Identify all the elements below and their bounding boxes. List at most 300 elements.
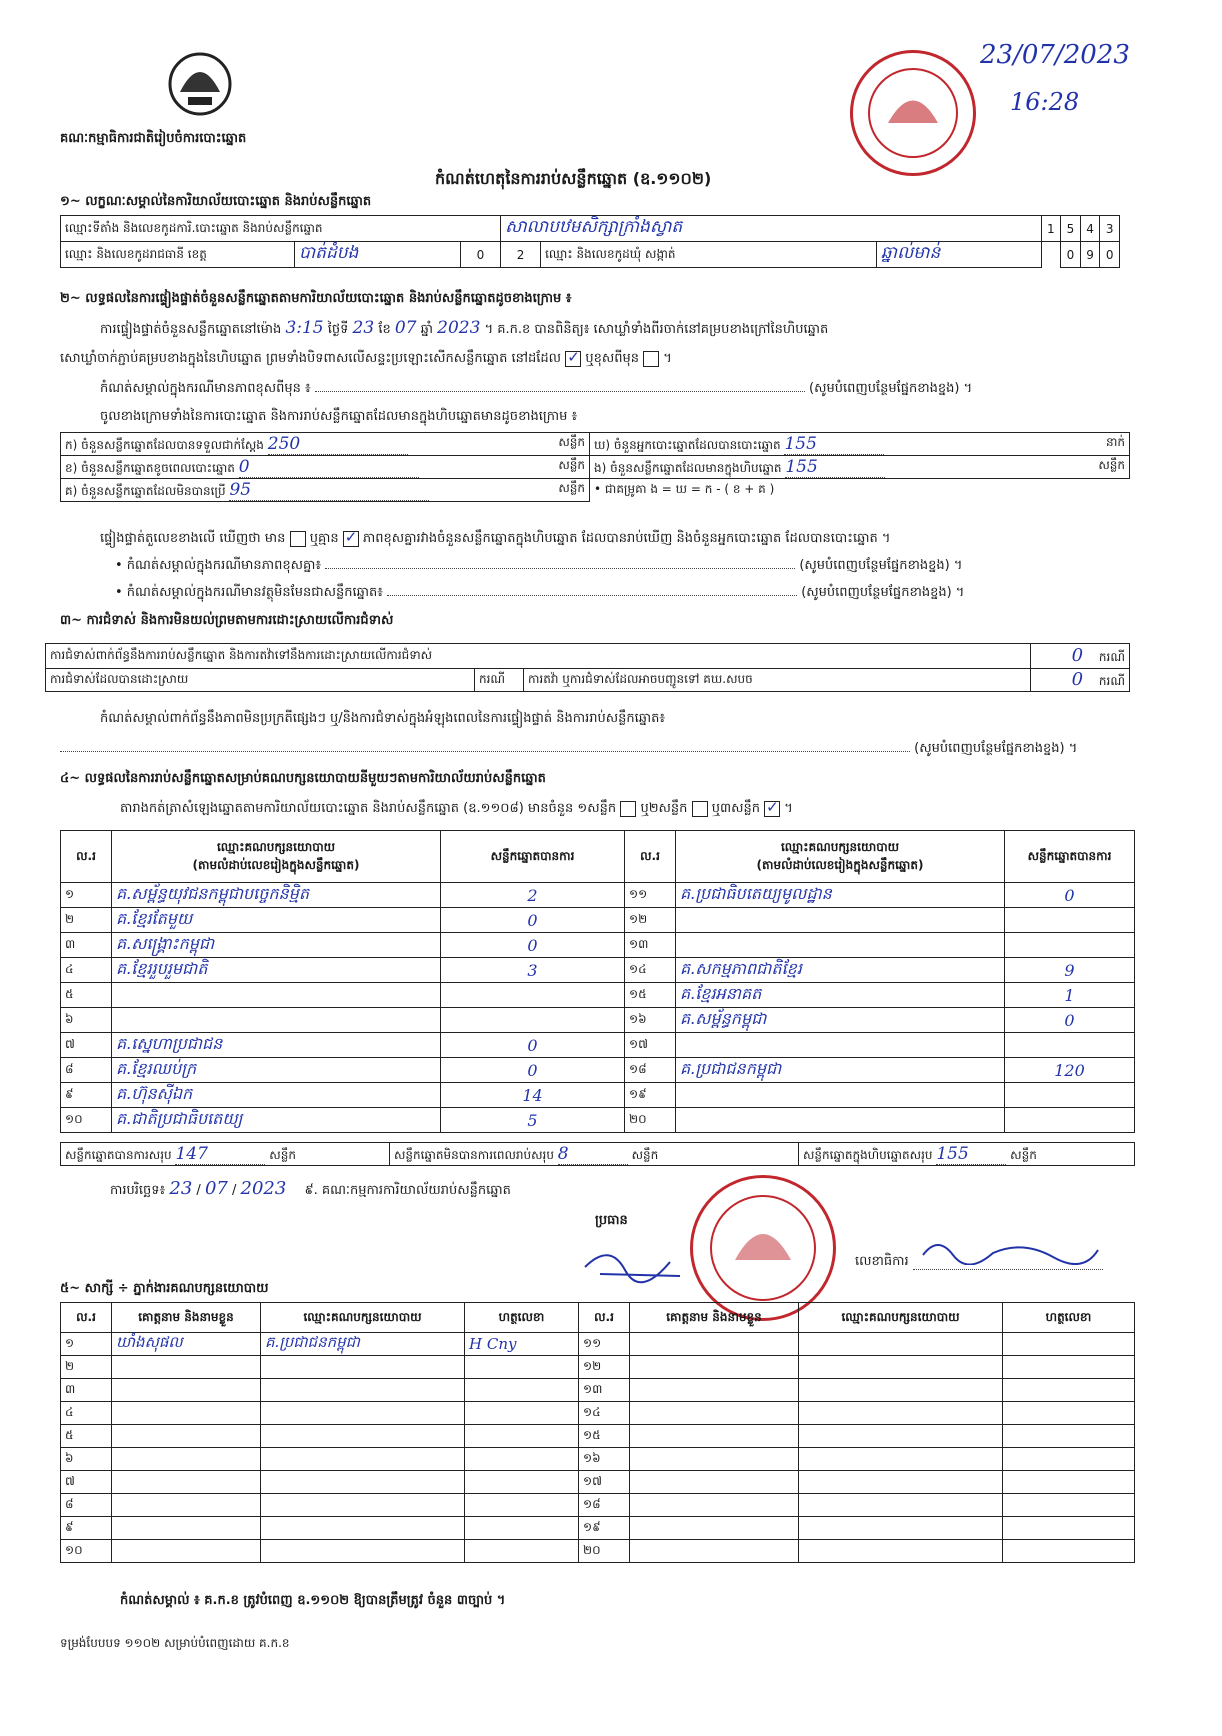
irregularity-fill: (សូមបំពេញបន្ថែមផ្នែកខាងខ្នង) ។ xyxy=(914,741,1078,756)
witness-sign-right xyxy=(1003,1448,1135,1471)
objection-unit-2: ករណី xyxy=(1098,674,1125,688)
table-row xyxy=(61,983,1135,1008)
verify-rest: ។ គ.ក.ខ បានពិនិត្យ៖ សោឃ្លាំទាំងពីរចាក់នៅគម្របខាងក្រៅនៃហិបឆ្នោត xyxy=(484,322,829,337)
witness-sign-left xyxy=(465,1356,579,1379)
witness-name-right xyxy=(630,1402,799,1425)
total-valid-value: 147 xyxy=(175,1144,265,1165)
spoiled-label: ខ) ចំនួនសន្លឹកឆ្នោតខូចពេលបោះឆ្នោត xyxy=(65,460,235,475)
witness-col-party-right: ឈ្មោះគណបក្សនយោបាយ xyxy=(799,1303,1003,1333)
voters-unit: នាក់ xyxy=(1105,434,1125,449)
witness-party-right xyxy=(799,1333,1003,1356)
witness-party-right xyxy=(799,1379,1003,1402)
ballots-box-value: 155 xyxy=(785,457,885,478)
irregularity-blank xyxy=(60,751,910,752)
party-votes-left: 14 xyxy=(441,1083,625,1108)
party-name-left: គ.ហ៊ុនស៊ីឯក xyxy=(112,1083,441,1108)
party-no-left: ៩ xyxy=(61,1083,112,1108)
party-name-right xyxy=(676,1083,1005,1108)
total-box-cell xyxy=(799,1143,1135,1166)
witness-sign-left xyxy=(465,1402,579,1425)
ballots-box-label: ង) ចំនួនសន្លឹកឆ្នោតដែលមានក្នុងហិបឆ្នោត xyxy=(594,460,782,475)
witness-sign-left xyxy=(465,1425,579,1448)
party-no-left: ៧ xyxy=(61,1033,112,1058)
party-name-right: គ.ប្រជាធិបតេយ្យមូលដ្ឋាន xyxy=(676,883,1005,908)
party-votes-left: 0 xyxy=(441,1058,625,1083)
party-no-right: ១៣ xyxy=(625,933,676,958)
bullet-note-1 xyxy=(115,557,962,576)
voters-row xyxy=(590,433,1130,456)
table-row xyxy=(61,1402,1135,1425)
witness-no-left: ៥ xyxy=(61,1425,112,1448)
difference-note-blank xyxy=(315,391,805,392)
party-no-right: ១២ xyxy=(625,908,676,933)
verify-year: 2023 xyxy=(437,318,481,338)
witness-party-right xyxy=(799,1448,1003,1471)
col-party-right xyxy=(676,831,1005,883)
no-discrepancy-checkbox[interactable] xyxy=(343,531,359,547)
col-no-right: ល.រ xyxy=(625,831,676,883)
party-name-right: គ.សម្ព័ន្ធកម្ពុជា xyxy=(676,1008,1005,1033)
section-4-heading: ៤~ លទ្ធផលនៃការរាប់សន្លឹកឆ្នោតសម្រាប់គណបក្សនយោបាយនីមួយៗតាមការិយាល័យរាប់សន្លឹកឆ្នោត xyxy=(60,771,546,786)
party-no-right: ១៧ xyxy=(625,1033,676,1058)
party-name-left xyxy=(112,1008,441,1033)
two-sheet-checkbox[interactable] xyxy=(692,801,708,817)
table-row xyxy=(61,1517,1135,1540)
irregularity-note: កំណត់សម្គាល់ពាក់ព័ន្ធនឹងភាពមិនប្រក្រតីផ្សេងៗ ឬ/និងការជំទាស់ក្នុងអំឡុងពេលនៃការផ្ទៀងផ្ទាត់ និងការរាប់សន្លឹកឆ្នោត៖ xyxy=(100,711,666,726)
party-name-right xyxy=(676,1108,1005,1133)
total-invalid-label: សន្លឹកឆ្នោតមិនបានការពេលរាប់សរុប xyxy=(394,1147,554,1162)
witness-no-right: ១៤ xyxy=(579,1402,630,1425)
seal-status-line: សោឃ្លាំចាក់ភ្ជាប់គម្របខាងក្នុងនៃហិបឆ្នោត ព្រមទាំងបិទពាសលើសន្ទះប្រឡោះសើកសន្លឹកឆ្នោត នៅដដែល ✓ ឬខុសពីមុន ។ xyxy=(60,350,672,369)
witness-col-sign-left: ហត្ថលេខា xyxy=(465,1303,579,1333)
witness-name-right xyxy=(630,1471,799,1494)
party-votes-left: 2 xyxy=(441,883,625,908)
unused-label: គ) ចំនួនសន្លឹកឆ្នោតដែលមិនបានប្រើ xyxy=(65,483,226,498)
col-party-left xyxy=(112,831,441,883)
witness-name-left xyxy=(112,1471,261,1494)
ballots-box-unit: សន្លឹក xyxy=(1098,457,1125,472)
ballots-box-row xyxy=(590,456,1130,479)
table-row xyxy=(61,1379,1135,1402)
objection-count-2: 0 xyxy=(1071,669,1084,690)
party-no-right: ១៨ xyxy=(625,1058,676,1083)
witness-col-sign-right: ហត្ថលេខា xyxy=(1003,1303,1135,1333)
objection-row-2-mid: ការតវ៉ា ឬការជំទាស់ដែលអាចបញ្ជូនទៅ គឃ.សបច xyxy=(524,669,1031,692)
witness-col-party-left: ឈ្មោះគណបក្សនយោបាយ xyxy=(261,1303,465,1333)
party-votes-left: 5 xyxy=(441,1108,625,1133)
party-votes-right xyxy=(1005,1083,1135,1108)
total-box-value: 155 xyxy=(936,1144,1006,1165)
verify-day: 23 xyxy=(352,318,375,338)
witness-party-right xyxy=(799,1402,1003,1425)
witness-no-left: ៣ xyxy=(61,1379,112,1402)
witness-sign-right xyxy=(1003,1425,1135,1448)
objection-row-1: ការជំទាស់ពាក់ព័ន្ធនឹងការរាប់សន្លឹកឆ្នោត និងការតវ៉ាទៅនឹងការដោះស្រាយលើការជំទាស់ xyxy=(46,644,1031,669)
party-no-left: ១ xyxy=(61,883,112,908)
section-3-heading: ៣~ ការជំទាស់ និងការមិនយល់ព្រមតាមការដោះស្រាយលើការជំទាស់ xyxy=(60,613,394,628)
witness-name-left xyxy=(112,1379,261,1402)
objection-row-1-value xyxy=(1031,644,1130,669)
witness-party-left: គ.ប្រជាជនកម្ពុជា xyxy=(261,1333,465,1356)
station-code-3: 4 xyxy=(1080,216,1100,242)
party-name-right: គ.ប្រជាជនកម្ពុជា xyxy=(676,1058,1005,1083)
commune-code-2: 9 xyxy=(1080,242,1100,268)
three-sheet-checkbox[interactable] xyxy=(764,801,780,817)
commune-code-1: 0 xyxy=(1061,242,1081,268)
witness-name-right xyxy=(630,1425,799,1448)
witness-party-left xyxy=(261,1517,465,1540)
party-votes-left: 0 xyxy=(441,908,625,933)
witness-party-right xyxy=(799,1425,1003,1448)
objection-unit-1: ករណី xyxy=(1098,650,1125,664)
witness-name-left xyxy=(112,1494,261,1517)
footer-bottom: ទម្រង់បែបបទ ១១០២ សម្រាប់បំពេញដោយ គ.ក.ខ xyxy=(60,1636,290,1650)
party-votes-right: 0 xyxy=(1005,1008,1135,1033)
party-no-right: ១៥ xyxy=(625,983,676,1008)
party-name-right xyxy=(676,1033,1005,1058)
time-prefix: ការផ្ទៀងផ្ទាត់ចំនួនសន្លឹកឆ្នោតនៅម៉ោង xyxy=(100,322,282,337)
voters-label: ឃ) ចំនួនអ្នកបោះឆ្នោតដែលបានបោះឆ្នោត xyxy=(594,437,781,452)
witness-no-left: ៧ xyxy=(61,1471,112,1494)
footer-note: កំណត់សម្គាល់ ៖ គ.ក.ខ ត្រូវបំពេញ ឧ.១១០២ ឱ្យបានត្រឹមត្រូវ ចំនួន ៣ច្បាប់ ។ xyxy=(120,1593,506,1608)
difference-note-label: កំណត់សម្គាល់ក្នុងករណីមានភាពខុសពីមុន ៖ xyxy=(100,381,311,396)
objection-count-1: 0 xyxy=(1071,645,1084,666)
witness-no-right: ២០ xyxy=(579,1540,630,1563)
witness-party-right xyxy=(799,1494,1003,1517)
witness-sign-right xyxy=(1003,1517,1135,1540)
difference-note-line xyxy=(100,380,972,399)
party-no-left: ៨ xyxy=(61,1058,112,1083)
party-name-right: គ.សកម្មភាពជាតិខ្មែរ xyxy=(676,958,1005,983)
witness-no-left: ៦ xyxy=(61,1448,112,1471)
stamp-time: 16:28 xyxy=(1010,88,1080,116)
witness-name-left xyxy=(112,1356,261,1379)
witness-no-right: ១៩ xyxy=(579,1517,630,1540)
witness-no-left: ១ xyxy=(61,1333,112,1356)
witness-name-right xyxy=(630,1540,799,1563)
witness-sign-right xyxy=(1003,1356,1135,1379)
table-row xyxy=(61,958,1135,983)
party-votes-left xyxy=(441,1008,625,1033)
date-month: 07 xyxy=(204,1178,228,1199)
bullet-note-1-fill: (សូមបំពេញបន្ថែមផ្នែកខាងខ្នង) ។ xyxy=(799,558,963,573)
bullet-note-2-label: • កំណត់សម្គាល់ក្នុងករណីមានវត្ថុមិនមែនជាសន្លឹកឆ្នោត៖ xyxy=(115,585,383,600)
table-row xyxy=(61,1356,1135,1379)
col-party-right-sub: (តាមលំដាប់លេខរៀងក្នុងសន្លឹកឆ្នោត) xyxy=(756,857,924,872)
date-day: 23 xyxy=(169,1178,193,1199)
table-row xyxy=(61,1108,1135,1133)
section-1-table xyxy=(60,215,1120,268)
table-row xyxy=(61,883,1135,908)
commune-code-3: 0 xyxy=(1100,242,1120,268)
chair-signature xyxy=(580,1232,690,1296)
witness-sign-left xyxy=(465,1494,579,1517)
table-row xyxy=(61,1494,1135,1517)
commune-name: ឆ្នាល់មាន់ xyxy=(876,242,1041,268)
total-valid-label: សន្លឹកឆ្នោតបានការសរុប xyxy=(65,1147,172,1162)
witness-party-left xyxy=(261,1402,465,1425)
col-no-left: ល.រ xyxy=(61,831,112,883)
party-name-left: គ.ជាតិប្រជាធិបតេយ្យ xyxy=(112,1108,441,1133)
witness-name-right xyxy=(630,1379,799,1402)
witness-no-right: ១៣ xyxy=(579,1379,630,1402)
received-unit: សន្លឹក xyxy=(558,434,585,449)
witness-name-right xyxy=(630,1448,799,1471)
tally-sheet-line: តារាងកត់ត្រាសំឡេងឆ្នោតតាមការិយាល័យបោះឆ្នោត និងរាប់សន្លឹកឆ្នោត (ឧ.១១០៨) មានចំនួន ១សន្លឹក ឬ២សន្លឹក ឬ៣សន្លឹក ✓ ។ xyxy=(120,800,793,819)
province-code-1: 0 xyxy=(460,242,500,268)
party-name-right xyxy=(676,908,1005,933)
counting-intro: ចូលខាងក្រោមទាំងនៃការបោះឆ្នោត និងការរាប់សន្លឹកឆ្នោតដែលមានក្នុងហិបឆ្នោតមានដូចខាងក្រោម ៖ xyxy=(100,409,578,424)
total-invalid-cell xyxy=(390,1143,799,1166)
witness-party-left xyxy=(261,1471,465,1494)
witness-party-right xyxy=(799,1471,1003,1494)
party-no-left: ២ xyxy=(61,908,112,933)
day-prefix: ថ្ងៃទី xyxy=(327,322,349,337)
table-row xyxy=(61,1333,1135,1356)
seal-status-text: សោឃ្លាំចាក់ភ្ជាប់គម្របខាងក្នុងនៃហិបឆ្នោត ព្រមទាំងបិទពាសលើសន្ទះប្រឡោះសើកសន្លឹកឆ្នោត នៅដដែល xyxy=(60,351,562,366)
province-name: បាត់ដំបង xyxy=(295,242,461,268)
party-votes-right xyxy=(1005,933,1135,958)
col-votes-left: សន្លឹកឆ្នោតបានការ xyxy=(441,831,625,883)
table-row xyxy=(61,1033,1135,1058)
party-no-right: ១១ xyxy=(625,883,676,908)
witness-party-left xyxy=(261,1425,465,1448)
spoiled-row xyxy=(61,456,590,479)
formula: • ជាគម្រូគា ង = ឃ = ក - ( ខ + គ ) xyxy=(590,479,1130,502)
objection-row-2-value xyxy=(1031,669,1130,692)
committee-label: ៩. គណៈកម្មការការិយាល័យរាប់សន្លឹកឆ្នោត xyxy=(304,1183,511,1198)
party-votes-right: 1 xyxy=(1005,983,1135,1008)
verification-time-line xyxy=(100,318,828,340)
witness-name-right xyxy=(630,1333,799,1356)
table-row xyxy=(61,1425,1135,1448)
official-seal-bottom xyxy=(690,1175,836,1321)
party-name-left: គ.សង្គ្រោះកម្ពុជា xyxy=(112,933,441,958)
section-5-heading: ៥~ សាក្សី ÷ ភ្នាក់ងារគណបក្សនយោបាយ xyxy=(60,1281,269,1296)
witness-no-right: ១៧ xyxy=(579,1471,630,1494)
total-box-label: សន្លឹកឆ្នោតក្នុងហិបឆ្នោតសរុប xyxy=(803,1147,933,1162)
spacer-cell xyxy=(1041,242,1061,268)
witness-name-right xyxy=(630,1494,799,1517)
party-votes-right: 120 xyxy=(1005,1058,1135,1083)
table-row xyxy=(61,1540,1135,1563)
verify-month: 07 xyxy=(394,318,417,338)
party-no-left: ៥ xyxy=(61,983,112,1008)
party-votes-right: 9 xyxy=(1005,958,1135,983)
two-sheet-text: ឬ២សន្លឹក xyxy=(640,801,688,816)
has-discrepancy-checkbox[interactable] xyxy=(290,531,306,547)
party-no-left: ៤ xyxy=(61,958,112,983)
party-name-right: គ.ខ្មែរអនាគត xyxy=(676,983,1005,1008)
party-votes-right xyxy=(1005,1033,1135,1058)
witness-sign-right xyxy=(1003,1494,1135,1517)
party-name-left xyxy=(112,983,441,1008)
discrepancy-c: ភាពខុសគ្នារវាងចំនួនសន្លឹកឆ្នោតក្នុងហិបឆ្នោត ដែលបានរាប់ឃើញ និងចំនួនអ្នកបោះឆ្នោត ដែលបានបោះឆ្នោត ។ xyxy=(362,531,891,546)
witness-col-name-right: គោត្តនាម និងនាមខ្លួន xyxy=(630,1303,799,1333)
irregularity-fill-line xyxy=(60,740,1077,759)
witness-col-name-left: គោត្តនាម និងនាមខ្លួន xyxy=(112,1303,261,1333)
table-row xyxy=(61,933,1135,958)
year-prefix: ឆ្នាំ xyxy=(420,322,434,337)
objection-table xyxy=(45,643,1130,692)
received-value: 250 xyxy=(268,434,408,455)
station-code-1: 1 xyxy=(1041,216,1061,242)
witness-col-no-left: ល.រ xyxy=(61,1303,112,1333)
section-1-heading: ១~ លក្ខណៈសម្គាល់នៃការិយាល័យបោះឆ្នោត និងរាប់សន្លឹកឆ្នោត xyxy=(60,194,372,209)
witness-party-right xyxy=(799,1540,1003,1563)
committee-name: គណៈកម្មាធិការជាតិរៀបចំការបោះឆ្នោត xyxy=(60,131,247,146)
party-name-right xyxy=(676,933,1005,958)
witness-no-left: ៩ xyxy=(61,1517,112,1540)
received-label: ក) ចំនួនសន្លឹកឆ្នោតដែលបានទទួលជាក់ស្តែង xyxy=(65,437,264,452)
month-prefix: ខែ xyxy=(378,322,391,337)
unused-value: 95 xyxy=(229,480,429,501)
col-party-right-title: ឈ្មោះគណបក្សនយោបាយ xyxy=(780,839,900,854)
province-label: ឈ្មោះ និងលេខកូដរាជធានី ខេត្ត xyxy=(61,242,295,268)
witness-party-left xyxy=(261,1448,465,1471)
unchanged-checkbox[interactable] xyxy=(565,351,581,367)
witness-no-right: ១៥ xyxy=(579,1425,630,1448)
table-row xyxy=(61,908,1135,933)
spoiled-value: 0 xyxy=(239,457,419,478)
chair-label: ប្រធាន xyxy=(595,1213,628,1228)
witness-sign-right xyxy=(1003,1379,1135,1402)
party-votes-right: 0 xyxy=(1005,883,1135,908)
bullet-note-1-blank xyxy=(325,568,795,569)
party-no-right: ១៤ xyxy=(625,958,676,983)
witness-name-right xyxy=(630,1356,799,1379)
total-valid-cell xyxy=(61,1143,390,1166)
witness-party-left xyxy=(261,1356,465,1379)
province-code-2: 2 xyxy=(501,242,541,268)
witness-sign-right xyxy=(1003,1402,1135,1425)
date-line: ការបរិច្ឆេទ៖ 23 / 07 / 2023 ៩. គណៈកម្មការការិយាល័យរាប់សន្លឹកឆ្នោត xyxy=(110,1178,511,1199)
party-votes-left xyxy=(441,983,625,1008)
voters-value: 155 xyxy=(784,434,884,455)
witness-no-right: ១៨ xyxy=(579,1494,630,1517)
witness-sign-left xyxy=(465,1379,579,1402)
secretary-line xyxy=(855,1235,1103,1272)
party-name-left: គ.ស្នេហាប្រជាជន xyxy=(112,1033,441,1058)
spoiled-unit: សន្លឹក xyxy=(558,457,585,472)
table-row xyxy=(61,1471,1135,1494)
changed-checkbox[interactable] xyxy=(643,351,659,367)
date-year: 2023 xyxy=(240,1178,287,1199)
party-no-right: ១៩ xyxy=(625,1083,676,1108)
witness-party-left xyxy=(261,1379,465,1402)
one-sheet-checkbox[interactable] xyxy=(620,801,636,817)
witness-party-right xyxy=(799,1356,1003,1379)
counting-table xyxy=(60,432,1130,502)
witness-sign-left xyxy=(465,1517,579,1540)
witness-no-right: ១៦ xyxy=(579,1448,630,1471)
witness-name-left xyxy=(112,1402,261,1425)
total-invalid-value: 8 xyxy=(558,1144,628,1165)
station-code-4: 3 xyxy=(1100,216,1120,242)
col-party-left-sub: (តាមលំដាប់លេខរៀងក្នុងសន្លឹកឆ្នោត) xyxy=(192,857,360,872)
witness-sign-left xyxy=(465,1448,579,1471)
bullet-note-1-label: • កំណត់សម្គាល់ក្នុងករណីមានភាពខុសគ្នា៖ xyxy=(115,558,322,573)
witness-no-right: ១១ xyxy=(579,1333,630,1356)
witness-sign-left: H Cny xyxy=(465,1333,579,1356)
table-row xyxy=(61,1083,1135,1108)
table-row xyxy=(61,1058,1135,1083)
party-name-left: គ.សម្ព័ន្ធយុវជនកម្ពុជាបច្ចេកនិម្មិត xyxy=(112,883,441,908)
table-row xyxy=(61,1448,1135,1471)
col-party-left-title: ឈ្មោះគណបក្សនយោបាយ xyxy=(216,839,336,854)
witness-col-no-right: ល.រ xyxy=(579,1303,630,1333)
party-votes-right xyxy=(1005,908,1135,933)
party-votes-left: 0 xyxy=(441,1033,625,1058)
secretary-label: លេខាធិការ xyxy=(855,1254,909,1269)
fill-note: (សូមបំពេញបន្ថែមផ្នែកខាងខ្នង) ។ xyxy=(809,381,973,396)
party-votes-right xyxy=(1005,1108,1135,1133)
bullet-note-2-blank xyxy=(387,595,797,596)
changed-text: ឬខុសពីមុន xyxy=(585,351,639,366)
three-sheet-text: ឬ៣សន្លឹក xyxy=(711,801,760,816)
total-valid-unit: សន្លឹក xyxy=(269,1147,296,1162)
polling-station-label: ឈ្មោះទីតាំង និងលេខកូដការិ.បោះឆ្នោត និងរាប់សន្លឹកឆ្នោត xyxy=(61,216,501,242)
witness-party-left xyxy=(261,1540,465,1563)
witness-name-left: ឃាំងសុផល xyxy=(112,1333,261,1356)
party-votes-left: 0 xyxy=(441,933,625,958)
table-row xyxy=(61,1008,1135,1033)
witness-no-left: ១០ xyxy=(61,1540,112,1563)
stamp-date: 23/07/2023 xyxy=(980,40,1130,70)
emblem-logo xyxy=(160,42,240,122)
party-no-left: ១០ xyxy=(61,1108,112,1133)
discrepancy-b: ឬគ្មាន xyxy=(309,531,339,546)
witness-sign-right xyxy=(1003,1333,1135,1356)
col-votes-right: សន្លឹកឆ្នោតបានការ xyxy=(1005,831,1135,883)
witness-sign-left xyxy=(465,1471,579,1494)
polling-station-name: សាលាបឋមសិក្សាក្រាំងស្វាត xyxy=(501,216,1042,242)
party-votes-left: 3 xyxy=(441,958,625,983)
party-name-left: គ.ខ្មែរឈប់ក្រ xyxy=(112,1058,441,1083)
witness-sign-right xyxy=(1003,1540,1135,1563)
witness-name-left xyxy=(112,1540,261,1563)
party-name-left: គ.ខ្មែរតែមួយ xyxy=(112,908,441,933)
unused-unit: សន្លឹក xyxy=(558,480,585,495)
secretary-signature xyxy=(913,1235,1103,1270)
witness-party-right xyxy=(799,1517,1003,1540)
witness-no-left: ៨ xyxy=(61,1494,112,1517)
received-row xyxy=(61,433,590,456)
verify-time: 3:15 xyxy=(285,318,324,338)
unused-row xyxy=(61,479,590,502)
objection-row-2: ការជំទាស់ដែលបានដោះស្រាយ xyxy=(46,669,475,692)
objection-row-2-unit: ករណី xyxy=(475,669,524,692)
witness-no-right: ១២ xyxy=(579,1356,630,1379)
witness-name-left xyxy=(112,1425,261,1448)
date-label: ការបរិច្ឆេទ៖ xyxy=(110,1183,166,1198)
discrepancy-line xyxy=(100,530,890,549)
bullet-note-2 xyxy=(115,584,964,603)
party-results-table xyxy=(60,830,1135,1133)
witness-no-left: ២ xyxy=(61,1356,112,1379)
tally-sheet-text: តារាងកត់ត្រាសំឡេងឆ្នោតតាមការិយាល័យបោះឆ្នោត និងរាប់សន្លឹកឆ្នោត (ឧ.១១០៨) មានចំនួន ១សន្លឹក xyxy=(120,801,617,816)
witness-sign-left xyxy=(465,1540,579,1563)
total-invalid-unit: សន្លឹក xyxy=(631,1147,659,1162)
totals-table xyxy=(60,1142,1135,1166)
witness-name-left xyxy=(112,1517,261,1540)
commune-label: ឈ្មោះ និងលេខកូដឃុំ សង្កាត់ xyxy=(541,242,877,268)
witness-party-left xyxy=(261,1494,465,1517)
witness-sign-right xyxy=(1003,1471,1135,1494)
section-2-heading: ២~ លទ្ធផលនៃការផ្ទៀងផ្ទាត់ចំនួនសន្លឹកឆ្នោតតាមការិយាល័យបោះឆ្នោត និងរាប់សន្លឹកឆ្នោតដូចខាងក្រោម ៖ xyxy=(60,291,572,306)
party-no-right: ១៦ xyxy=(625,1008,676,1033)
official-seal-top xyxy=(850,50,976,176)
